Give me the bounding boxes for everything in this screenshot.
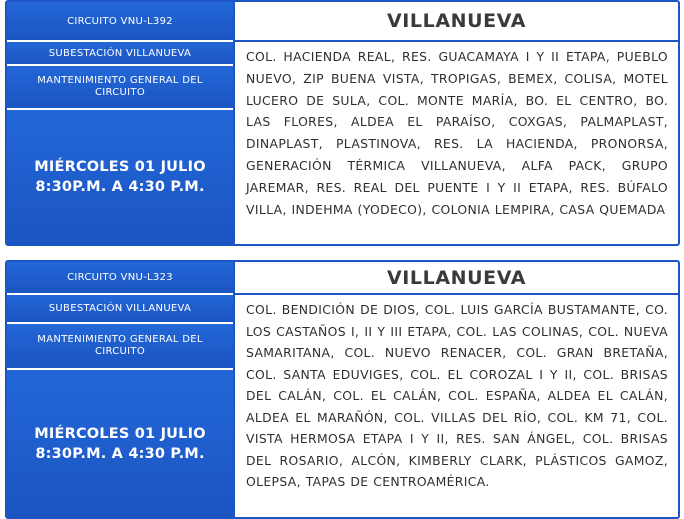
schedule-time: 8:30P.M. A 4:30 P.M. (35, 179, 205, 195)
municipality-title: VILLANUEVA (235, 262, 678, 295)
notice-info-column (7, 262, 233, 517)
schedule-date: MIÉRCOLES 01 JULIO (34, 159, 206, 175)
notice-areas-column (233, 262, 678, 517)
notice-info-column (7, 2, 233, 244)
outage-notice-card (5, 260, 680, 519)
schedule-date: MIÉRCOLES 01 JULIO (34, 425, 206, 442)
work-description: MANTENIMIENTO GENERAL DEL CIRCUITO (7, 66, 233, 110)
municipality-title: VILLANUEVA (235, 2, 678, 42)
circuit-id: CIRCUITO VNU-L392 (7, 2, 233, 42)
circuit-id: CIRCUITO VNU-L323 (7, 262, 233, 295)
notice-areas-column (233, 2, 678, 244)
schedule-time: 8:30P.M. A 4:30 P.M. (35, 445, 205, 462)
substation-name: SUBESTACIÓN VILLANUEVA (7, 295, 233, 324)
affected-areas: COL. BENDICIÓN DE DIOS, COL. LUIS GARCÍA BUSTAMANTE, CO. LOS CASTAÑOS I, II Y III ETAPA, COL. LAS COLINAS, COL. NUEVA SAMARITANA, COL. NUEVO RENACER, COL. GRAN BRETAÑA, COL. SANTA EDUVIGES, COL. EL COROZAL I Y II, COL. BRISAS DEL CALÁN, COL. EL CALÁN, COL. ESPAÑA, ALDEA EL CALÁN, ALDEA EL MARAÑÓN, COL. VILLAS DEL RÍO, COL. KM 71, COL. VISTA HERMOSA ETAPA I Y II, RES. SAN ÁNGEL, COL. BRISAS DEL ROSARIO, ALCÓN, KIMBERLY CLARK, PLÁSTICOS GAMOZ, OLEPSA, TAPAS DE CENTROAMÉRICA. (246, 302, 668, 489)
affected-areas: COL. HACIENDA REAL, RES. GUACAMAYA I Y II ETAPA, PUEBLO NUEVO, ZIP BUENA VISTA, TROPIGAS, BEMEX, COLISA, MOTEL LUCERO DE SULA, COL. MONTE MARÍA, BO. EL CENTRO, BO. LAS FLORES, ALDEA EL PARAÍSO, COXGAS, PALMAPLAST, DINAPLAST, PLASTINOVA, RES. LA HACIENDA, PRONORSA, GENERACIÓN TÉRMICA VILLANUEVA, ALFA PACK, GRUPO JAREMAR, RES. REAL DEL PUENTE I Y II ETAPA, RES. BÚFALO VILLA, INDEHMA (YODECO), COLONIA LEMPIRA, CASA QUEMADA (246, 49, 668, 217)
outage-notice-card (5, 0, 680, 246)
work-description: MANTENIMIENTO GENERAL DEL CIRCUITO (7, 324, 233, 370)
schedule (7, 110, 233, 244)
substation-name: SUBESTACIÓN VILLANUEVA (7, 42, 233, 66)
schedule (7, 370, 233, 517)
